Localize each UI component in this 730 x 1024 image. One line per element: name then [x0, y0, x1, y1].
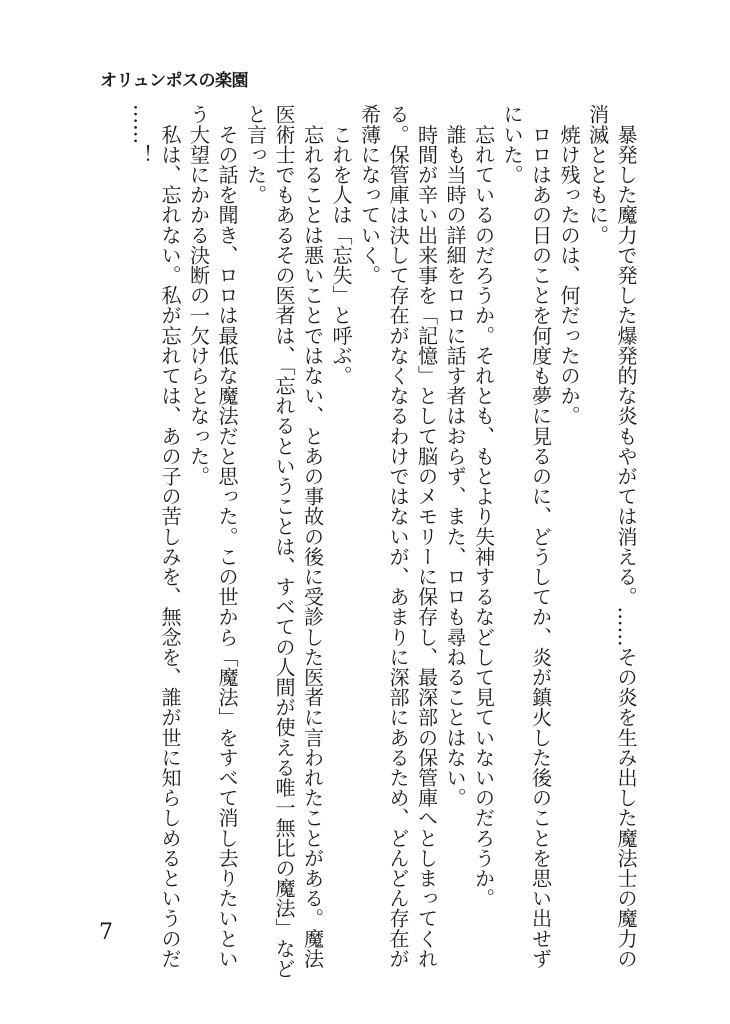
text-column: 私は、忘れない。私が忘れては、あの子の苦しみを、無念を、誰が世に知らしめるというのだ [158, 104, 182, 969]
text-column: ロロはあの日のことを何度も夢に見るのに、どうしてか、炎が鎮火した後のことを思い出せず [528, 104, 553, 969]
text-column: 時間が辛い出来事を「記憶」として脳のメモリーに保存し、最深部の保管庫へとしまってくれ [414, 104, 439, 969]
body-text [92, 104, 640, 979]
text-column: 暴発した魔力で発した爆発的な炎もやがては消える。……その炎を生み出した魔法士の魔力の [614, 104, 638, 969]
text-column: ……！ [129, 104, 154, 165]
text-column: 焼け残ったのは、何だったのか。 [557, 104, 581, 426]
text-column: る。保管庫は決して存在がなくなるわけではないが、あまりに深部にあるため、どんどん存在が [386, 104, 410, 969]
page-number: 7 [99, 920, 113, 945]
text-column: にいた。 [500, 104, 524, 185]
text-column: 忘れることは悪いことではない、とあの事故の後に受診した医者に言われたことがある。魔法 [300, 104, 325, 969]
text-column: 希薄になっていく。 [357, 104, 382, 285]
text-column: その話を聞き、ロロは最低な魔法だと思った。この世から「魔法」をすべて消し去りたいとい [215, 104, 239, 969]
text-column: 誰も当時の詳細をロロに話す者はおらず、また、ロロも尋ねることはない。 [443, 104, 467, 808]
text-column: 消滅とともに。 [585, 104, 610, 245]
text-column: 忘れているのだろうか。それとも、もとより失神するなどして見ていないのだろうか。 [471, 104, 496, 908]
book-title: オリュンポスの楽園 [100, 71, 248, 91]
text-column: 医術士でもあるその医者は、「忘れるということは、すべての人間が使える唯一無比の魔法」など [272, 104, 296, 979]
text-column: と言った。 [243, 104, 268, 205]
text-column: う大望にかかる決断の一欠けらとなった。 [186, 104, 211, 486]
text-column: これを人は「忘失」と呼ぶ。 [329, 104, 353, 386]
